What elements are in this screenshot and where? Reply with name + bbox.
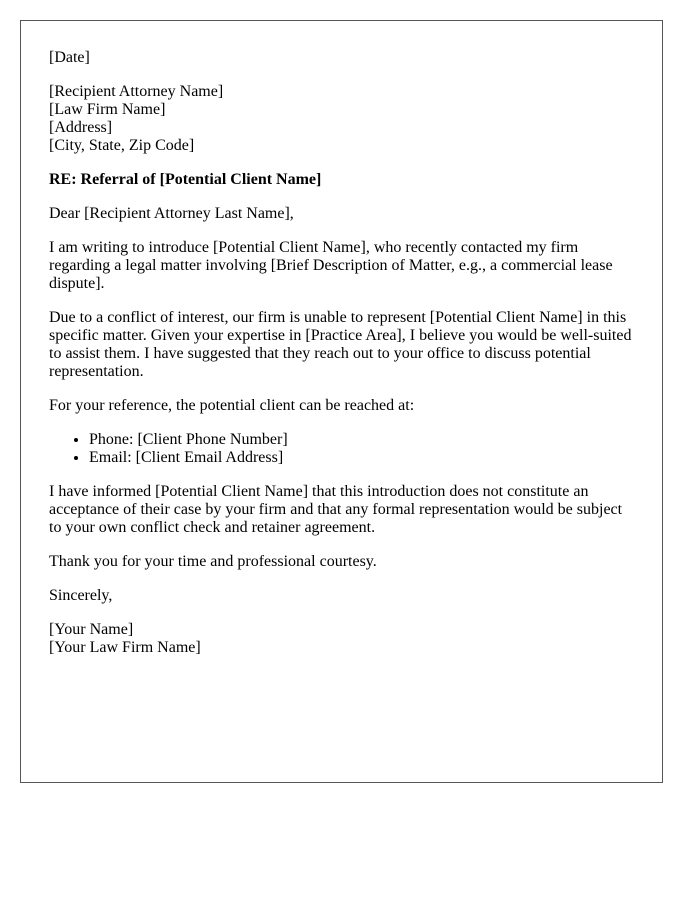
letter — [20, 20, 663, 783]
salutation: Dear [Recipient Attorney Last Name], — [49, 205, 294, 222]
sender-block — [49, 621, 634, 657]
contact-list — [49, 431, 634, 467]
recipient-block — [49, 83, 634, 155]
contact-email: • Email: [Client Email Address] — [89, 449, 634, 467]
recipient-address: [Address] — [49, 119, 113, 136]
paragraph-conflict: Due to a conflict of interest, our firm is unable to represent [Potential Client Name] in this specific matter. Given your expertise in [Practice Area], I believe you would be well-suited to assist them. I have suggested that they reach out to your office to discuss potential representation. — [49, 309, 632, 380]
signoff: Sincerely, — [49, 587, 113, 604]
subject-line: RE: Referral of [Potential Client Name] — [49, 171, 322, 188]
contact-phone: • Phone: [Client Phone Number] — [89, 431, 634, 449]
recipient-name: [Recipient Attorney Name] — [49, 83, 224, 100]
paragraph-intro: I am writing to introduce [Potential Client Name], who recently contacted my firm regarding a legal matter involving [Brief Description of Matter, e.g., a commercial lease dispute]. — [49, 239, 613, 292]
recipient-firm: [Law Firm Name] — [49, 101, 166, 118]
sender-name: [Your Name] — [49, 621, 134, 638]
paragraph-thanks: Thank you for your time and professional courtesy. — [49, 553, 377, 570]
paragraph-disclaimer: I have informed [Potential Client Name] that this introduction does not constitute an acceptance of their case by your firm and that any formal representation would be subject to your own conflict check and retainer agreement. — [49, 483, 623, 536]
sender-firm: [Your Law Firm Name] — [49, 639, 201, 656]
paragraph-reference: For your reference, the potential client can be reached at: — [49, 397, 415, 414]
date: [Date] — [49, 49, 90, 66]
recipient-city: [City, State, Zip Code] — [49, 137, 195, 154]
